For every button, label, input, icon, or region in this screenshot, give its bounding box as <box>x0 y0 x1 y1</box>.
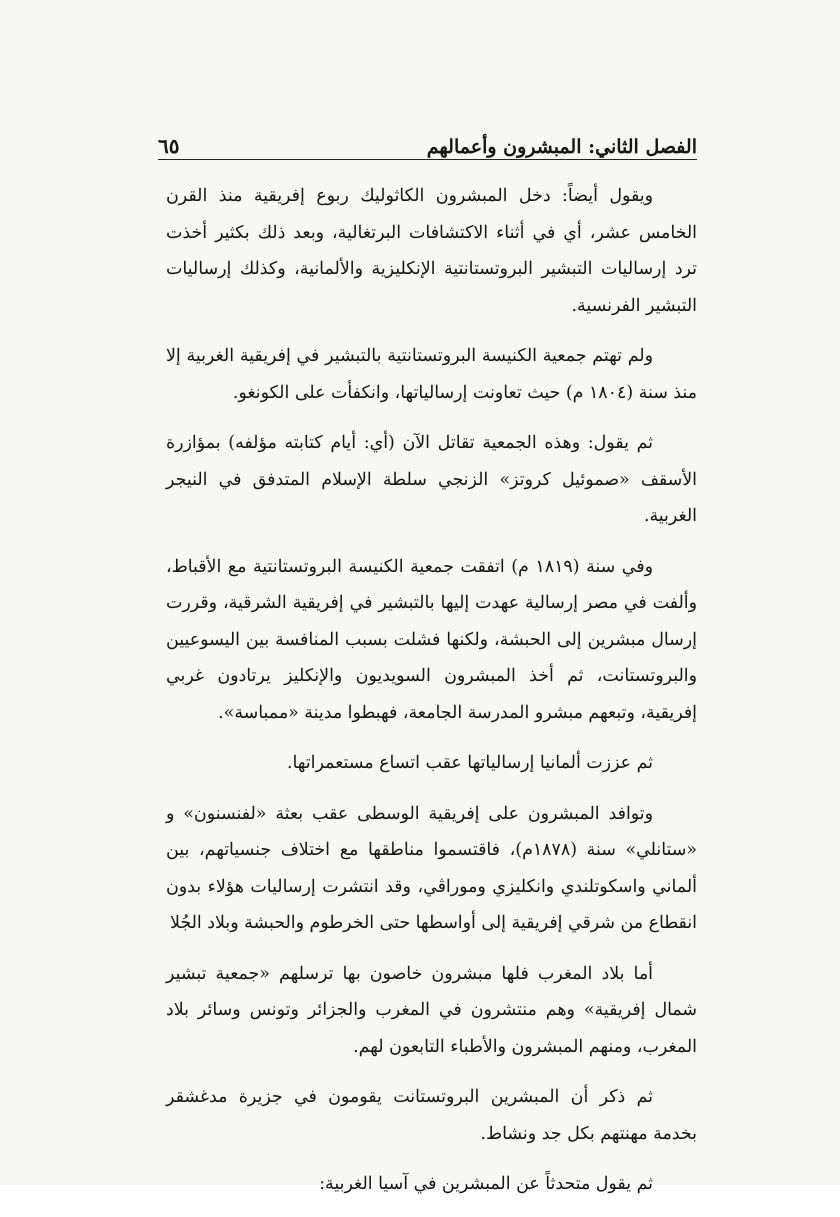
header-divider <box>158 159 697 160</box>
paragraph: أما بلاد المغرب فلها مبشرون خاصون بها ترسلهم «جمعية تبشير شمال إفريقية» وهم منتشرون في المغرب والجزائر وتونس وسائر بلاد المغرب، ومنهم المبشرون والأطباء التابعون لهم. <box>166 963 697 1057</box>
paragraph: ثم يقول متحدثاً عن المبشرين في آسيا الغربية: <box>319 1174 653 1194</box>
paragraph: ثم عززت ألمانيا إرسالياتها عقب اتساع مستعمراتها. <box>286 753 653 773</box>
paragraph: ثم ذكر أن المبشرين البروتستانت يقومون في جزيرة مدغشقر بخدمة مهنتهم بكل جد ونشاط. <box>166 1087 697 1144</box>
paragraph: ثم يقول: وهذه الجمعية تقاتل الآن (أي: أيام كتابته مؤلفه) بمؤازرة الأسقف «صموئيل كروتز» الزنجي سلطة الإسلام المتدفق في النيجر الغربية. <box>166 433 697 526</box>
chapter-title: الفصل الثاني: المبشرون وأعمالهم <box>426 136 697 158</box>
paragraph: ولم تهتم جمعية الكنيسة البروتستانتية بالتبشير في إفريقية الغربية إلا منذ سنة (١٨٠٤ م) حيث تعاونت إرسالياتها، وانكفأت على الكونغو. <box>166 346 697 403</box>
paragraph: وتوافد المبشرون على إفريقية الوسطى عقب بعثة «لفنسنون» و «ستانلي» سنة (١٨٧٨م)، فاقتسموا مناطقها مع اختلاف جنسياتهم، بين ألماني واسكوتلندي وانكليزي وموراڤي، وقد انتشرت إرساليات هؤلاء بدون انقطاع من شرقي إفريقية إلى أواسطها حتى الخرطوم والحبشة وبلاد الجُلا <box>166 803 697 933</box>
page-number: ٦٥ <box>158 134 180 158</box>
paragraph: ويقول أيضاً: دخل المبشرون الكاثوليك ربوع إفريقية منذ القرن الخامس عشر، أي في أثناء الاكتشافات البرتغالية، وبعد ذلك بكثير أخذت ترد إرساليات التبشير البروتستانتية الإنكليزية والألمانية، وكذلك إرساليات التبشير الفرنسية. <box>166 186 697 316</box>
running-header <box>158 126 697 158</box>
page-body <box>166 178 697 1217</box>
paragraph: وفي سنة (١٨١٩ م) اتفقت جمعية الكنيسة البروتستانتية مع الأقباط، وألفت في مصر إرسالية عهدت إليها بالتبشير في إفريقية الشرقية، وقررت إرسال مبشرين إلى الحبشة، ولكنها فشلت بسبب المنافسة بين اليسوعيين والبروتستانت، ثم أخذ المبشرون السويديون والإنكليز يرتادون غربي إفريقية، وتبعهم مبشرو المدرسة الجامعة، فهبطوا مدينة «ممباسة». <box>166 556 697 723</box>
